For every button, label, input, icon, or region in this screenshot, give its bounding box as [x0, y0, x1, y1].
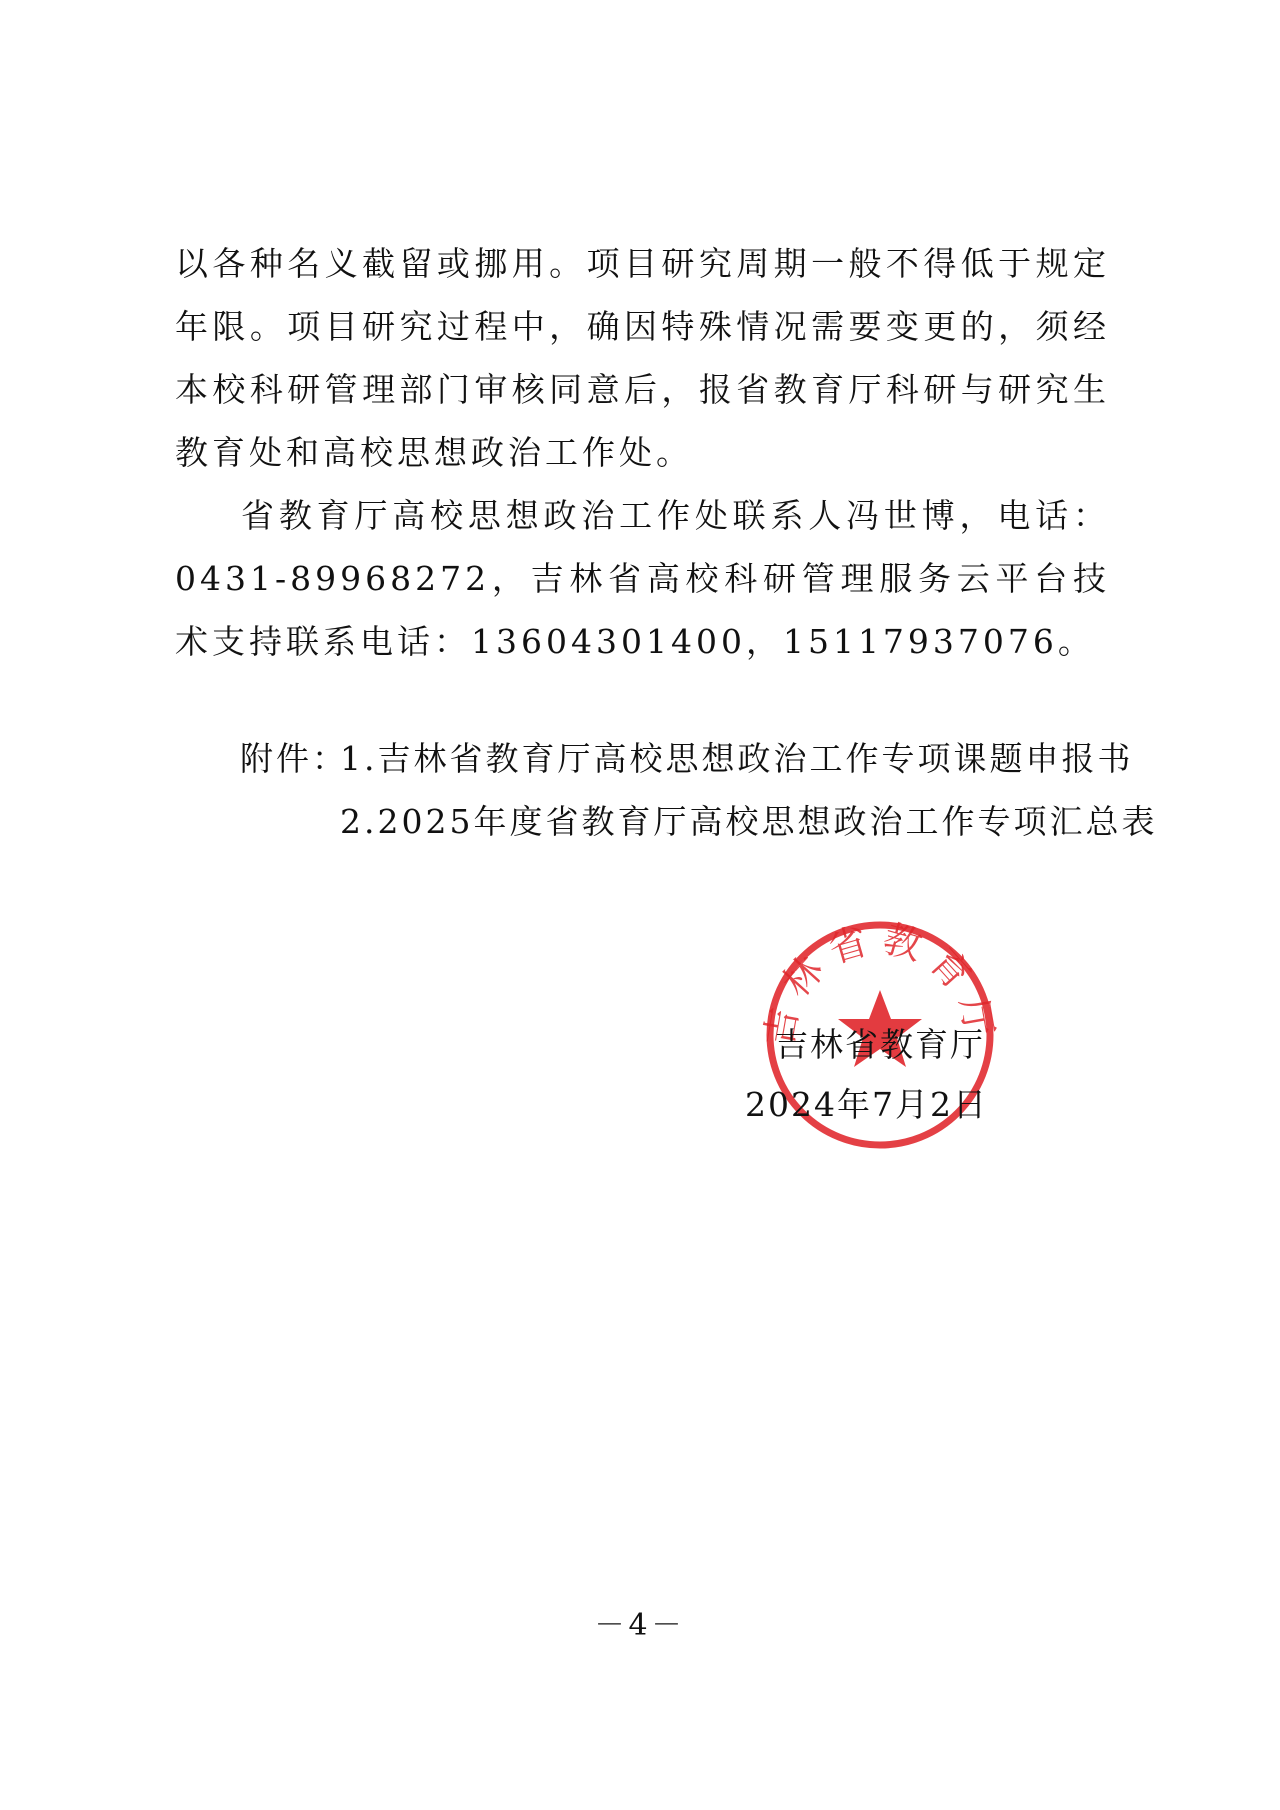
issue-date: 2024年7月2日: [745, 1085, 988, 1124]
attachment-item: [240, 727, 1134, 790]
attachments-list: [240, 727, 1158, 853]
paragraph-funding-and-changes: 以各种名义截留或挪用。项目研究周期一般不得低于规定年限。项目研究过程中，确因特殊情况需要变更的，须经本校科研管理部门审核同意后，报省教育厅科研与研究生教育处和高校思想政治工作处。: [175, 244, 1110, 472]
svg-text:吉林省教育厅: 吉林省教育厅: [760, 916, 1000, 1050]
signature-block: [745, 1015, 1045, 1135]
paragraph-contacts: 省教育厅高校思想政治工作处联系人冯世博，电话：0431-89968272，吉林省高校科研管理服务云平台技术支持联系电话：13604301400，15117937076。: [175, 496, 1110, 661]
body-text: [175, 232, 1110, 673]
attachment-item-2: 2.2025年度省教育厅高校思想政治工作专项汇总表: [340, 802, 1158, 841]
attachment-item-1: 1.吉林省教育厅高校思想政治工作专项课题申报书: [340, 739, 1134, 778]
attachment-item: [240, 790, 1158, 853]
issuing-organization: 吉林省教育厅: [775, 1025, 985, 1064]
attachments-label: 附件：: [240, 739, 348, 778]
page-number: －4－: [594, 1608, 686, 1643]
